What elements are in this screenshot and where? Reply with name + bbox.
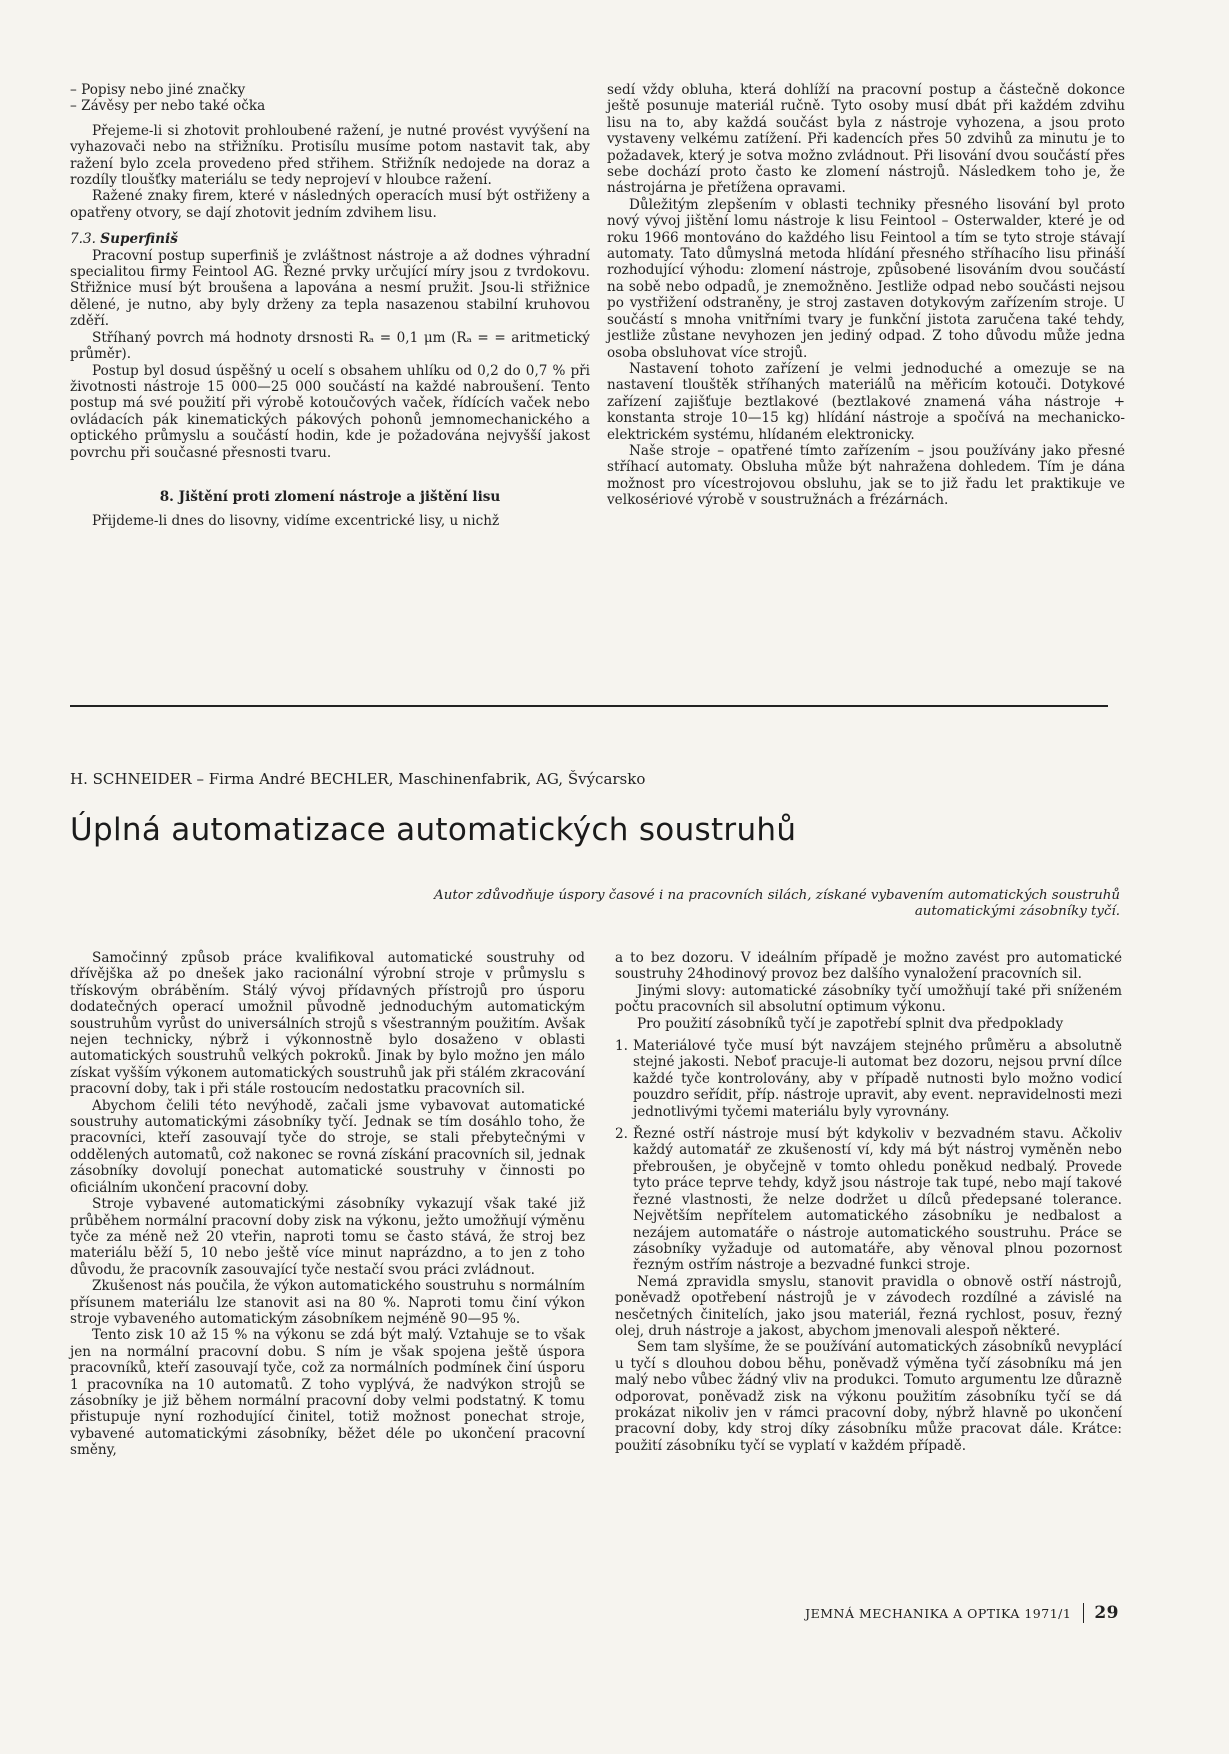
section-heading: [70, 231, 590, 247]
bottom-right-column: [615, 950, 1122, 1454]
top-right-column: [607, 82, 1125, 509]
bottom-left-column: [70, 950, 585, 1459]
paragraph: Samočinný způsob práce kvalifikoval automatické soustruhy od dřívějška až po dnešek jako racionální výrobní stroje v průmyslu s třískovým obráběním. Stálý vývoj přídavných přístrojů pro úsporu dodatečných operací umožnil původně jednoduchým automatickým soustruhům vyrůst do universálních strojů s všestranným použitím. Avšak nejen technicky, nýbrž i výkonnostně bylo dosaženo v oblasti automatických soustruhů velkých pokroků. Jinak by bylo možno jen málo získat vyšším výkonem automatických soustruhů jak při stálém zkracování pracovní doby, tak i při stále rostoucím nedostatku pracovních sil.: [70, 950, 585, 1098]
paragraph: Přejeme-li si zhotovit prohloubené ražení, je nutné provést vyvýšení na vyhazovači nebo na střižníku. Protisílu musíme potom nastavit tak, aby ražení bylo zcela provedeno před střihem. Střižník nedojede na doraz a rozdíly tloušťky materiálu se tedy neprojeví v hloubce ražení.: [70, 122, 590, 189]
paragraph: Stříhaný povrch má hodnoty drsnosti Rₐ = 0,1 μm (Rₐ = = aritmetický průměr).: [70, 329, 590, 363]
list-item: [615, 1126, 1122, 1274]
journal-name: JEMNÁ MECHANIKA A OPTIKA 1971/1: [805, 1605, 1072, 1621]
paragraph: Tento zisk 10 až 15 % na výkonu se zdá být malý. Vztahuje se to však jen na normální pracovní dobu. S ním je však spojena ještě úspora pracovníků, kteří zasouvají tyče, což za normálních podmínek činí úsporu 1 pracovníka na 10 automatů. Z toho vyplývá, že nadvýkon strojů se zásobníky je již během normální pracovní doby velmi podstatný. K tomu přistupuje nyní rozhodující činitel, totiž možnost ponechat stroje, vybavené automatickými zásobníky, běžet déle po ukončení pracovní směny,: [70, 1327, 585, 1459]
list-item: [615, 1038, 1122, 1120]
paragraph: Důležitým zlepšením v oblasti techniky přesného lisování byl proto nový vývoj jištění lomu nástroje k lisu Feintool – Osterwalder, které je od roku 1966 montováno do každého lisu Feintool a tím se tyto stroje stávají automaty. Tato důmyslná metoda hlídání přesného stříhacího lisu přináší rozhodující výhodu: zlomení nástroje, způsobené lisováním dvou součástí na sobě nebo odpadů, je znemožněno. Jestliže odpad nebo součásti nejsou po vystřižení odstraněny, je stroj zastaven dotykovým zařízením stroje. U součástí s mnoha vnitřními tvary je funkční jistota zaručena také tehdy, jestliže zůstane nevyhozen jen jediný odpad. Z toho důvodu může jedna osoba obsluhovat více strojů.: [607, 196, 1125, 361]
divider: [70, 705, 1108, 707]
section-title: Superfiniš: [100, 231, 178, 248]
paragraph: Ražené znaky firem, které v následných operacích musí být ostřiženy a opatřeny otvory, se dají zhotovit jedním zdvihem lisu.: [70, 188, 590, 221]
list-number: 2.: [615, 1126, 628, 1143]
page-footer: [805, 1603, 1119, 1623]
paragraph: Sem tam slyšíme, že se používání automatických zásobníků nevyplácí u tyčí s dlouhou dobou běhu, poněvadž výměna tyčí zásobníku má jen malý nebo vůbec žádný vliv na produkci. Tomuto argumentu lze důrazně odporovat, poněvadž zisk na výkonu použitím zásobníku tyčí se dá prokázat nikoliv jen v rámci pracovní doby, nýbrž hlavně po ukončení pracovní doby, kdy stroj díky zásobníku může pracovat dále. Krátce: použití zásobníku tyčí se vyplatí v každém případě.: [615, 1339, 1122, 1454]
list-item: – Popisy nebo jiné značky: [70, 82, 246, 98]
paragraph: Zkušenost nás poučila, že výkon automatického soustruhu s normálním přísunem materiálu lze stanovit asi na 80 %. Naproti tomu činí výkon stroje vybaveného automatickým zásobníkem nejméně 90—95 %.: [70, 1278, 585, 1327]
paragraph: a to bez dozoru. V ideálním případě je možno zavést pro automatické soustruhy 24hodinový provoz bez dalšího vynaložení pracovních sil.: [615, 950, 1122, 983]
paragraph: Nastavení tohoto zařízení je velmi jednoduché a omezuje se na nastavení tlouštěk stříhaných materiálů na měřicím kotouči. Dotykové zařízení zajišťuje beztlakové (beztlakové znamená váha nástroje + konstanta stroje 10—15 kg) hlídání nástroje a spočívá na mechanicko-elektrickém systému, hlídaném elektronicky.: [607, 360, 1125, 443]
paragraph: Stroje vybavené automatickými zásobníky vykazují však také již průběhem normální pracovní doby zisk na výkonu, ježto umožňují výměnu tyče za méně než 20 vteřin, naproti tomu se často stává, že stroj bez materiálu běží 5, 10 nebo ještě více minut naprázdno, a to jen z toho důvodu, že pracovník zasouvající tyče nestačí svou práci zvládnout.: [70, 1196, 585, 1278]
paragraph: Nemá zpravidla smyslu, stanovit pravidla o obnově ostří nástrojů, poněvadž opotřebení nástrojů je v závodech rozdílné a závislé na nesčetných činitelích, jako jsou materiál, řezná rychlost, posuv, řezný olej, druh nástroje a jakost, abychom jmenovali alespoň některé.: [615, 1273, 1122, 1339]
section-heading: 8. Jištění proti zlomení nástroje a jištění lisu: [159, 488, 501, 505]
paragraph: Naše stroje – opatřené tímto zařízením – jsou používány jako přesné stříhací automaty. Obsluha může být nahražena dohledem. Tím je dána možnost pro vícestrojovou obsluhu, jak se to již řadu let praktikuje ve velkosériové výrobě v soustružnách a frézárnách.: [607, 442, 1125, 509]
list-text: Materiálové tyče musí být navzájem stejného průměru a absolutně stejné jakosti. Neboť pracuje-li automat bez dozoru, nejsou první dílce každé tyče kontrolovány, aby v případě nutnosti bylo možno vodicí pouzdro seřídit, příp. nástroje upravit, aby event. nepravidelnosti mezi jednotlivými tyčemi materiálu byly vyrovnány.: [633, 1038, 1122, 1120]
paragraph: Abychom čelili této nevýhodě, začali jsme vybavovat automatické soustruhy automatickými zásobníky tyčí. Jednak se tím dosáhlo toho, že pracovníci, kteří zasouvají tyče do stroje, se stali přebytečnými v oddělených automatů, což nakonec se rovná získání pracovních sil, jednak zásobníky dovolují ponechat automatické soustruhy v činnosti po oficiálním ukončení pracovní doby.: [70, 1097, 585, 1196]
paragraph: Pro použití zásobníků tyčí je zapotřebí splnit dva předpoklady: [637, 1015, 1064, 1032]
article-author: H. SCHNEIDER – Firma André BECHLER, Maschinenfabrik, AG, Švýcarsko: [70, 770, 646, 788]
list-text: Řezné ostří nástroje musí být kdykoliv v bezvadném stavu. Ačkoliv každý automatář ze zkušeností ví, kdy má být nástroj vyměněn nebo přebroušen, je obyčejně v tomto ohledu poněkud nedbalý. Provede tyto práce teprve tehdy, když jsou nástroje tak tupé, nebo mají takové řezné vlastnosti, že nelze dodržet u dílců předepsané tolerance. Největším nepřítelem automatického zásobníku je nedbalost a nezájem automatáře o nástroje automatického soustruhu. Práce se zásobníky vyžaduje od automatáře, aby věnoval plnou pozornost řezným ostřím nástroje a bezvadné funkci stroje.: [633, 1126, 1122, 1274]
article-title: Úplná automatizace automatických soustruhů: [70, 812, 797, 848]
article-abstract: Autor zdůvodňuje úspory časové i na pracovních silách, získané vybavením automatických soustruhů automatickými zásobníky tyčí.: [434, 888, 1120, 919]
paragraph: sedí vždy obluha, která dohlíží na pracovní postup a částečně dokonce ještě posunuje materiál ručně. Tyto osoby musí dbát při každém zdvihu lisu na to, aby každá součást byla z nástroje vyhozena, a jsou proto vystaveny velkému zatížení. Při kadencích přes 50 zdvihů za minutu je to požadavek, který je sotva možno zvládnout. Při lisování dvou součástí přes sebe dochází proto často ke zlomení nástrojů. Následkem toho je, že nástrojárna je přetížena opravami.: [607, 82, 1125, 197]
paragraph: Pracovní postup superfiniš je zvláštnost nástroje a až dodnes výhradní specialitou firmy Feintool AG. Řezné prvky určující míry jsou z tvrdokovu. Střižnice musí být broušena a lapována a nesmí pružit. Jsou-li střižnice dělené, je nutno, aby byly drženy za tepla nasazenou stabilní kruhovou zděří.: [70, 247, 590, 330]
list-number: 1.: [615, 1038, 628, 1055]
page-number: 29: [1094, 1603, 1119, 1623]
list-item: – Závěsy per nebo také očka: [70, 98, 266, 115]
paragraph: Přijdeme-li dnes do lisovny, vidíme excentrické lisy, u nichž: [92, 513, 500, 530]
section-number: 7.3.: [70, 231, 96, 248]
footer-divider: [1083, 1603, 1084, 1623]
top-left-column: [70, 82, 590, 530]
paragraph: Jinými slovy: automatické zásobníky tyčí umožňují také při sníženém počtu pracovních sil absolutní optimum výkonu.: [615, 982, 1122, 1016]
paragraph: Postup byl dosud úspěšný u ocelí s obsahem uhlíku od 0,2 do 0,7 % při životnosti nástroje 15 000—25 000 součástí na každé nabroušení. Tento postup má své použití při výrobě kotoučových vaček, řídících vaček nebo ovládacích pák kinematických pákových pohonů jemnomechanického a optického průmyslu a součástí hodin, kde je požadována nejvyšší jakost povrchu při současné přesnosti tvaru.: [70, 362, 590, 461]
